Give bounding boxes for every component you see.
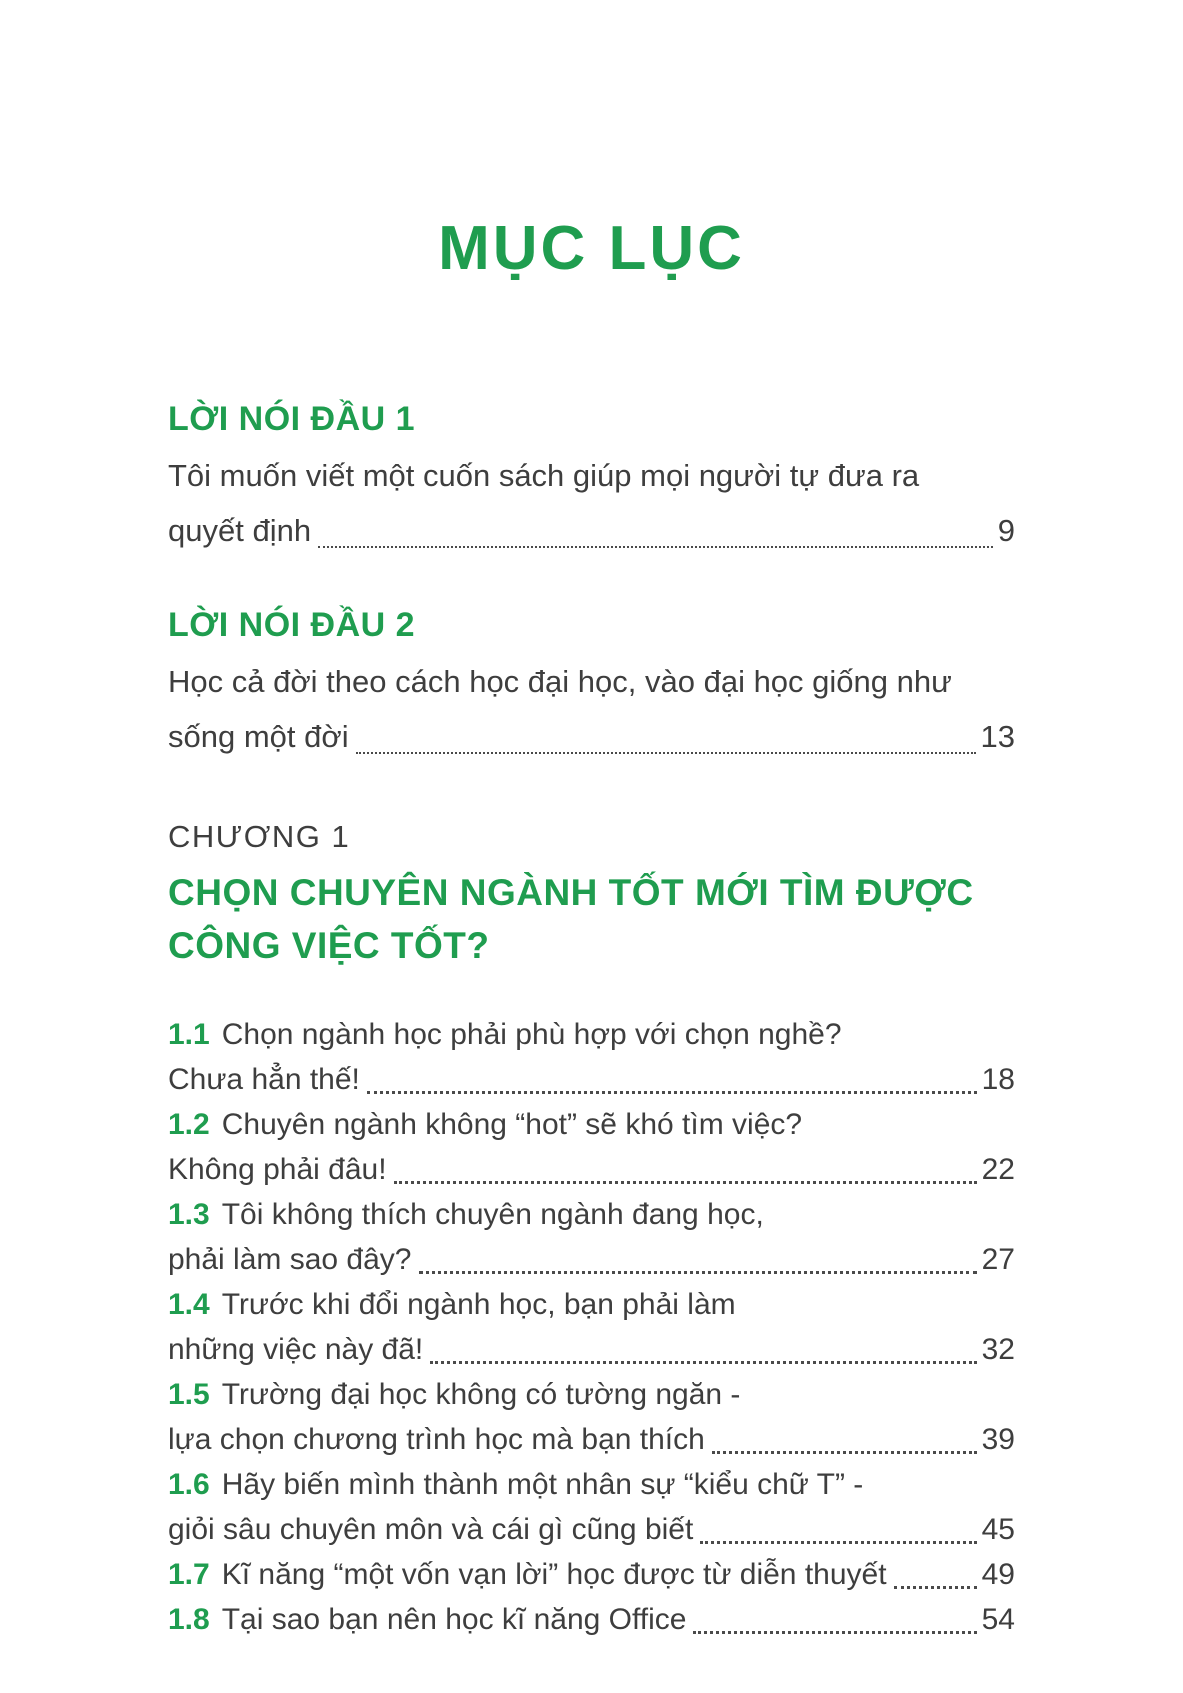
- toc-item: [168, 1102, 1015, 1192]
- dot-leader: [367, 1091, 977, 1094]
- page-number: 45: [981, 1513, 1015, 1547]
- item-number: 1.8: [168, 1603, 210, 1637]
- page-number: 9: [997, 513, 1015, 549]
- preface-2-line1: Học cả đời theo cách học đại học, vào đại học giống như: [168, 664, 952, 700]
- toc-item: [168, 1597, 1015, 1642]
- page-number: 39: [981, 1423, 1015, 1457]
- page-number: 13: [980, 719, 1015, 755]
- chapter-title-line1: CHỌN CHUYÊN NGÀNH TỐT MỚI TÌM ĐƯỢC: [168, 872, 974, 914]
- toc-item: [168, 1552, 1015, 1597]
- item-text: Hãy biến mình thành một nhân sự “kiểu chữ T” -: [221, 1468, 864, 1502]
- item-text: Không phải đâu!: [168, 1153, 387, 1187]
- item-number: 1.4: [168, 1288, 210, 1322]
- item-text: Tại sao bạn nên học kĩ năng Office: [221, 1603, 687, 1637]
- page-number: 54: [981, 1603, 1015, 1637]
- item-text: Chuyên ngành không “hot” sẽ khó tìm việc?: [221, 1108, 803, 1142]
- page-number: 32: [981, 1333, 1015, 1367]
- item-text: Trước khi đổi ngành học, bạn phải làm: [221, 1288, 736, 1322]
- toc-entry: [168, 503, 1015, 558]
- item-text: Tôi không thích chuyên ngành đang học,: [221, 1198, 764, 1232]
- item-text: những việc này đã!: [168, 1333, 424, 1367]
- page-number: 18: [981, 1063, 1015, 1097]
- preface-1-line2: quyết định: [168, 513, 312, 549]
- dot-leader: [394, 1181, 977, 1184]
- item-number: 1.1: [168, 1018, 210, 1052]
- page-title: MỤC LỤC: [438, 214, 745, 283]
- toc-item: [168, 1192, 1015, 1282]
- dot-leader: [693, 1631, 976, 1634]
- item-number: 1.3: [168, 1198, 210, 1232]
- dot-leader: [419, 1271, 977, 1274]
- toc-item: [168, 1462, 1015, 1552]
- chapter-title: [168, 866, 1015, 972]
- preface-2-line2: sống một đời: [168, 719, 349, 755]
- item-number: 1.7: [168, 1558, 210, 1592]
- toc-entry: [168, 709, 1015, 764]
- preface-1-heading: LỜI NÓI ĐẦU 1: [168, 400, 416, 439]
- dot-leader: [894, 1586, 977, 1589]
- preface-section-2: [168, 604, 1015, 764]
- toc-item: [168, 1282, 1015, 1372]
- item-text: Trường đại học không có tường ngăn -: [221, 1378, 741, 1412]
- preface-1-line1: Tôi muốn viết một cuốn sách giúp mọi người tự đưa ra: [168, 458, 920, 494]
- dot-leader: [356, 752, 976, 754]
- item-text: Chưa hẳn thế!: [168, 1063, 360, 1097]
- chapter-title-line2: CÔNG VIỆC TỐT?: [168, 925, 490, 967]
- chapter-label: CHƯƠNG 1: [168, 819, 351, 855]
- dot-leader: [430, 1361, 976, 1364]
- toc-item: [168, 1372, 1015, 1462]
- item-text: lựa chọn chương trình học mà bạn thích: [168, 1423, 705, 1457]
- dot-leader: [318, 546, 993, 548]
- item-text: Kĩ năng “một vốn vạn lời” học được từ diễn thuyết: [221, 1558, 887, 1592]
- item-text: phải làm sao đây?: [168, 1243, 412, 1277]
- item-number: 1.2: [168, 1108, 210, 1142]
- page-number: 27: [981, 1243, 1015, 1277]
- chapter-item-list: [168, 1012, 1015, 1642]
- item-number: 1.5: [168, 1378, 210, 1412]
- page-number: 22: [981, 1153, 1015, 1187]
- page-number: 49: [981, 1558, 1015, 1592]
- preface-2-heading: LỜI NÓI ĐẦU 2: [168, 606, 416, 645]
- preface-section-1: [168, 398, 1015, 558]
- item-text: giỏi sâu chuyên môn và cái gì cũng biết: [168, 1513, 694, 1547]
- toc-item: [168, 1012, 1015, 1102]
- chapter-1-section: [168, 816, 1015, 1642]
- dot-leader: [712, 1451, 977, 1454]
- item-text: Chọn ngành học phải phù hợp với chọn nghề?: [221, 1018, 842, 1052]
- item-number: 1.6: [168, 1468, 210, 1502]
- dot-leader: [700, 1541, 976, 1544]
